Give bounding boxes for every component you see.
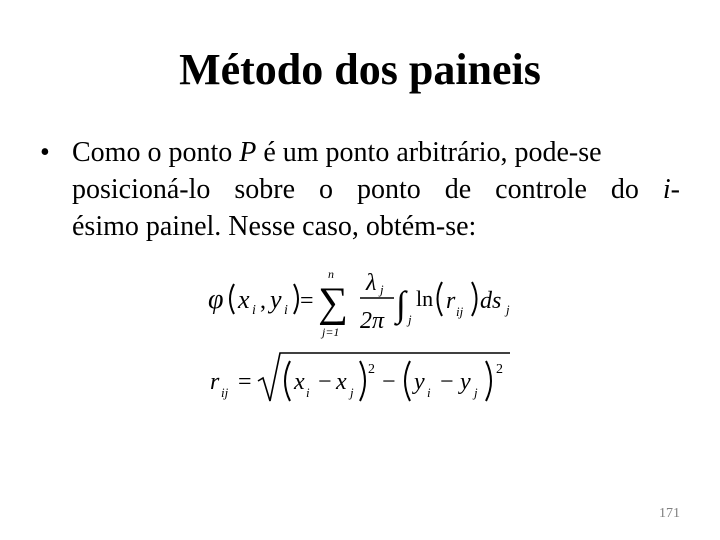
sum-symbol: ∑ [318,280,348,326]
bullet-marker: • [40,137,50,168]
distance-equation [200,345,530,415]
ds-differential: ds [480,288,502,314]
bullet-line-2 [72,171,680,208]
minus-sign: − [382,369,396,395]
right-paren [472,282,477,316]
left-paren [285,361,290,401]
exponent-2: 2 [368,362,375,377]
page-number: 171 [659,506,680,521]
left-paren [438,282,443,316]
bullet-text-part: Como o ponto [72,137,240,168]
lambda-symbol: λ [366,270,377,296]
var-r: r [210,369,220,395]
sub-i: i [284,303,288,318]
equals-sign: = [300,288,314,314]
sub-ij: ij [456,304,464,319]
integral-symbol: ∫ [396,284,406,324]
right-paren [486,361,491,401]
phi-symbol: φ [208,284,224,315]
var-r: r [446,288,456,314]
left-paren [230,284,234,314]
right-paren [294,284,298,314]
bullet-text [72,134,680,282]
sub-i: i [252,303,256,318]
bullet-text-part: posicioná-lo sobre o ponto de controle do [72,174,663,205]
var-x: x [336,369,347,395]
sum-lower-limit: j=1 [322,325,340,339]
bullet-paragraph [40,134,680,282]
sub-j: j [474,385,478,400]
var-x: x [294,369,305,395]
minus-sign: − [440,369,454,395]
two-pi: 2π [360,308,385,334]
sub-ij: ij [221,385,229,400]
slide-title: Método dos paineis [179,45,541,94]
potential-equation [200,262,530,342]
minus-sign: − [318,369,332,395]
var-y: y [270,285,282,314]
var-y: y [460,369,471,395]
exponent-2: 2 [496,362,503,377]
var-y: y [414,369,425,395]
variable-i: i [662,174,671,205]
bullet-line-3: ésimo painel. Nesse caso, obtém-se: [72,211,477,242]
sum-upper-limit: n [328,267,334,281]
bullet-line-1 [72,134,680,171]
sub-j: j [506,302,510,317]
ln-function: ln [416,286,434,311]
variable-p: P [239,137,257,168]
comma: , [260,288,266,314]
var-x: x [238,285,250,314]
sub-i: i [306,385,310,400]
equals-sign: = [238,369,252,395]
integral-sub-j: j [408,312,412,327]
sub-j: j [350,385,354,400]
sub-j: j [380,282,384,297]
sub-i: i [427,385,431,400]
bullet-text-part: - [670,174,680,205]
bullet-text-part: é um ponto arbitrário, pode-se [256,137,602,168]
left-paren [405,361,410,401]
right-paren [360,361,365,401]
